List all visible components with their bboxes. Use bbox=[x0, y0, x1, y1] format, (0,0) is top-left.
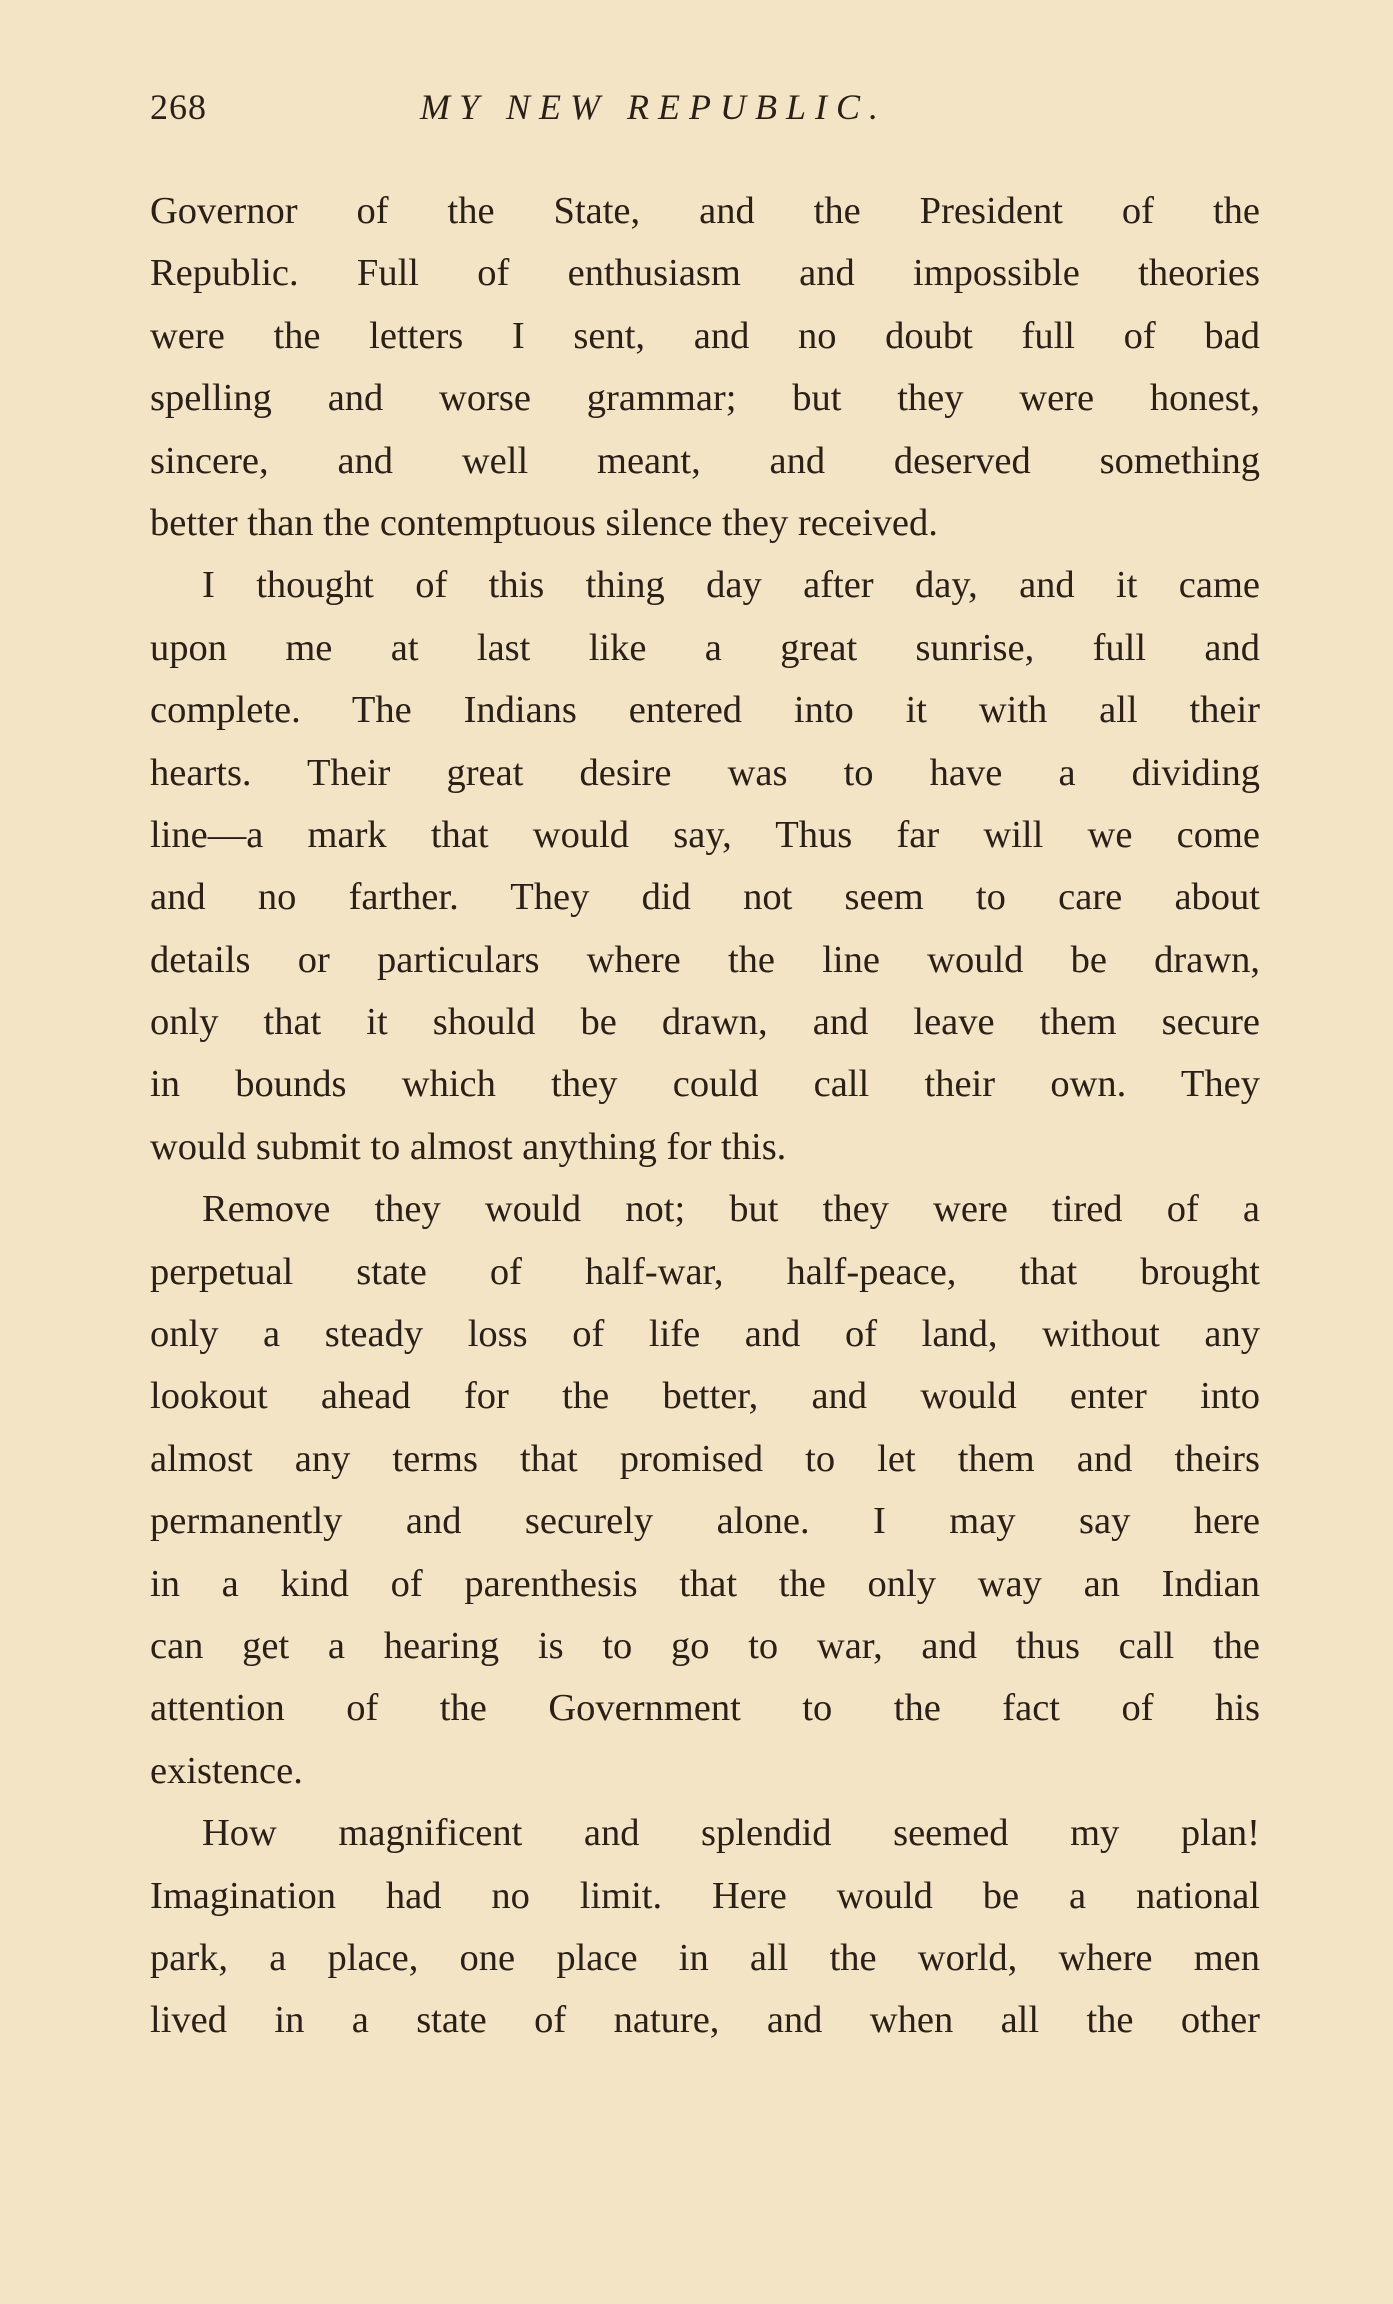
text-line: permanently and securely alone. I may say here bbox=[150, 1500, 1260, 1543]
text-line: complete. The Indians entered into it with all their bbox=[150, 689, 1260, 732]
text-line: only that it should be drawn, and leave them secure bbox=[150, 1001, 1260, 1044]
text-line: almost any terms that promised to let them and theirs bbox=[150, 1437, 1260, 1480]
text-line: park, a place, one place in all the world, where men bbox=[150, 1936, 1260, 1979]
text-line: lookout ahead for the better, and would enter into bbox=[150, 1375, 1260, 1418]
text-line: lived in a state of nature, and when all the other bbox=[150, 1999, 1260, 2042]
text-line: Imagination had no limit. Here would be a national bbox=[150, 1874, 1260, 1917]
text-line: and no farther. They did not seem to care about bbox=[150, 876, 1260, 919]
text-line: How magnificent and splendid seemed my plan! bbox=[202, 1812, 1260, 1855]
text-line: Governor of the State, and the President of the bbox=[150, 190, 1260, 232]
text-line: upon me at last like a great sunrise, full and bbox=[150, 626, 1260, 669]
body-text bbox=[150, 180, 1260, 2052]
text-line: Republic. Full of enthusiasm and impossible theories bbox=[150, 252, 1260, 295]
text-line: can get a hearing is to go to war, and thus call the bbox=[150, 1624, 1260, 1667]
text-line: line—a mark that would say, Thus far will we come bbox=[150, 813, 1260, 856]
text-line: in bounds which they could call their own. They bbox=[150, 1063, 1260, 1106]
text-line: hearts. Their great desire was to have a dividing bbox=[150, 751, 1260, 794]
text-line: attention of the Government to the fact of his bbox=[150, 1687, 1260, 1730]
page-number: 268 bbox=[150, 87, 207, 127]
text-line: existence. bbox=[150, 1749, 303, 1792]
running-title: MY NEW REPUBLIC. bbox=[420, 87, 887, 127]
text-line: Remove they would not; but they were tired of a bbox=[202, 1188, 1260, 1231]
text-line: were the letters I sent, and no doubt full of bad bbox=[150, 314, 1260, 357]
page-header bbox=[150, 86, 1260, 136]
text-line: perpetual state of half-war, half-peace, that brought bbox=[150, 1250, 1260, 1293]
text-line: spelling and worse grammar; but they were honest, bbox=[150, 377, 1260, 420]
text-line: sincere, and well meant, and deserved something bbox=[150, 439, 1260, 482]
text-line: would submit to almost anything for this. bbox=[150, 1125, 787, 1168]
text-line: only a steady loss of life and of land, without any bbox=[150, 1313, 1260, 1356]
text-line: in a kind of parenthesis that the only way an Indian bbox=[150, 1562, 1260, 1605]
text-line: I thought of this thing day after day, and it came bbox=[202, 564, 1260, 607]
text-line: better than the contemptuous silence they received. bbox=[150, 501, 938, 544]
text-line: details or particulars where the line would be drawn, bbox=[150, 938, 1260, 981]
